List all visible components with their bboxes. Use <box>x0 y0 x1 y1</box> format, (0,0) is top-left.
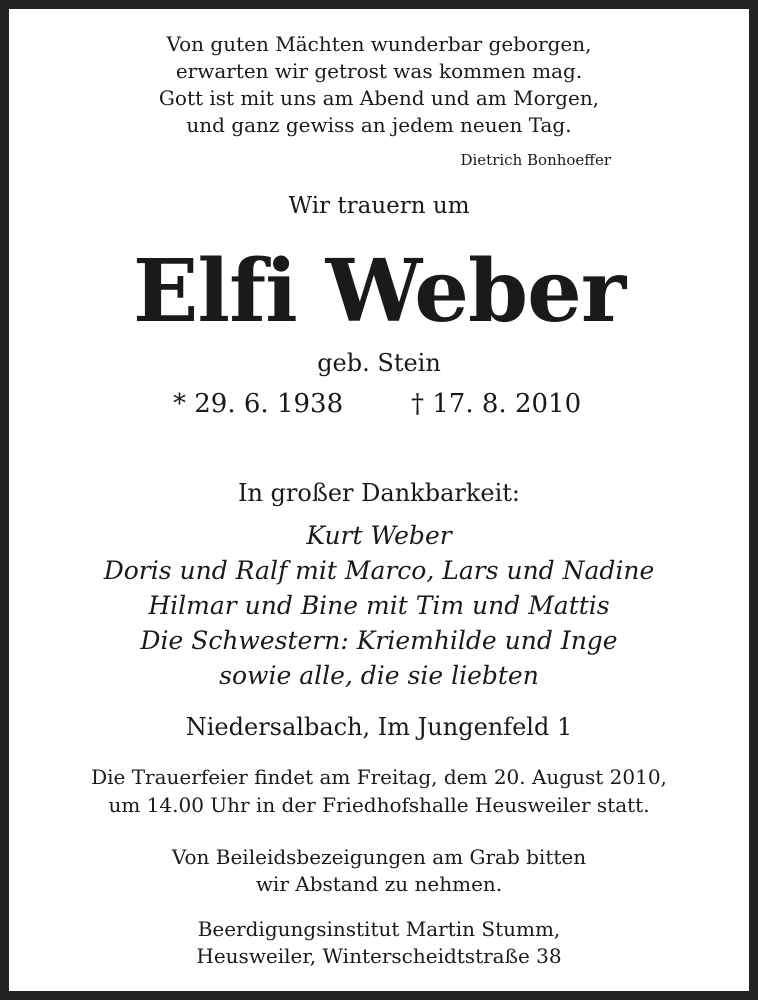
family-line: Doris und Ralf mit Marco, Lars und Nadine <box>103 556 655 585</box>
birth-name: geb. Stein <box>317 349 441 377</box>
deceased-name: Elfi Weber <box>132 241 626 342</box>
motto-line: Gott ist mit uns am Abend und am Morgen, <box>158 86 600 110</box>
funeral-info-line: Die Trauerfeier findet am Freitag, dem 20. August 2010, <box>91 765 667 789</box>
motto-author: Dietrich Bonhoeffer <box>460 151 611 169</box>
motto-line: erwarten wir getrost was kommen mag. <box>175 59 583 83</box>
condolence-line: wir Abstand zu nehmen. <box>255 872 503 896</box>
family-line: Hilmar und Bine mit Tim und Mattis <box>148 591 610 620</box>
funeral-info-line: um 14.00 Uhr in der Friedhofshalle Heusweiler statt. <box>108 793 650 817</box>
birth-date: * 29. 6. 1938 <box>173 389 344 419</box>
undertaker-line: Beerdigungsinstitut Martin Stumm, <box>197 917 561 941</box>
motto-line: Von guten Mächten wunderbar geborgen, <box>166 32 592 56</box>
family-line: sowie alle, die sie liebten <box>219 661 539 690</box>
gratitude-heading: In großer Dankbarkeit: <box>237 479 521 507</box>
condolence-line: Von Beileidsbezeigungen am Grab bitten <box>171 845 587 869</box>
death-date: † 17. 8. 2010 <box>411 389 582 419</box>
motto-line: und ganz gewiss an jedem neuen Tag. <box>186 113 572 137</box>
address: Niedersalbach, Im Jungenfeld 1 <box>185 713 573 741</box>
family-line: Kurt Weber <box>306 521 452 550</box>
undertaker-line: Heusweiler, Winterscheidtstraße 38 <box>196 944 562 968</box>
mourning-intro: Wir trauern um <box>288 193 470 219</box>
family-line: Die Schwestern: Kriemhilde und Inge <box>140 626 618 655</box>
